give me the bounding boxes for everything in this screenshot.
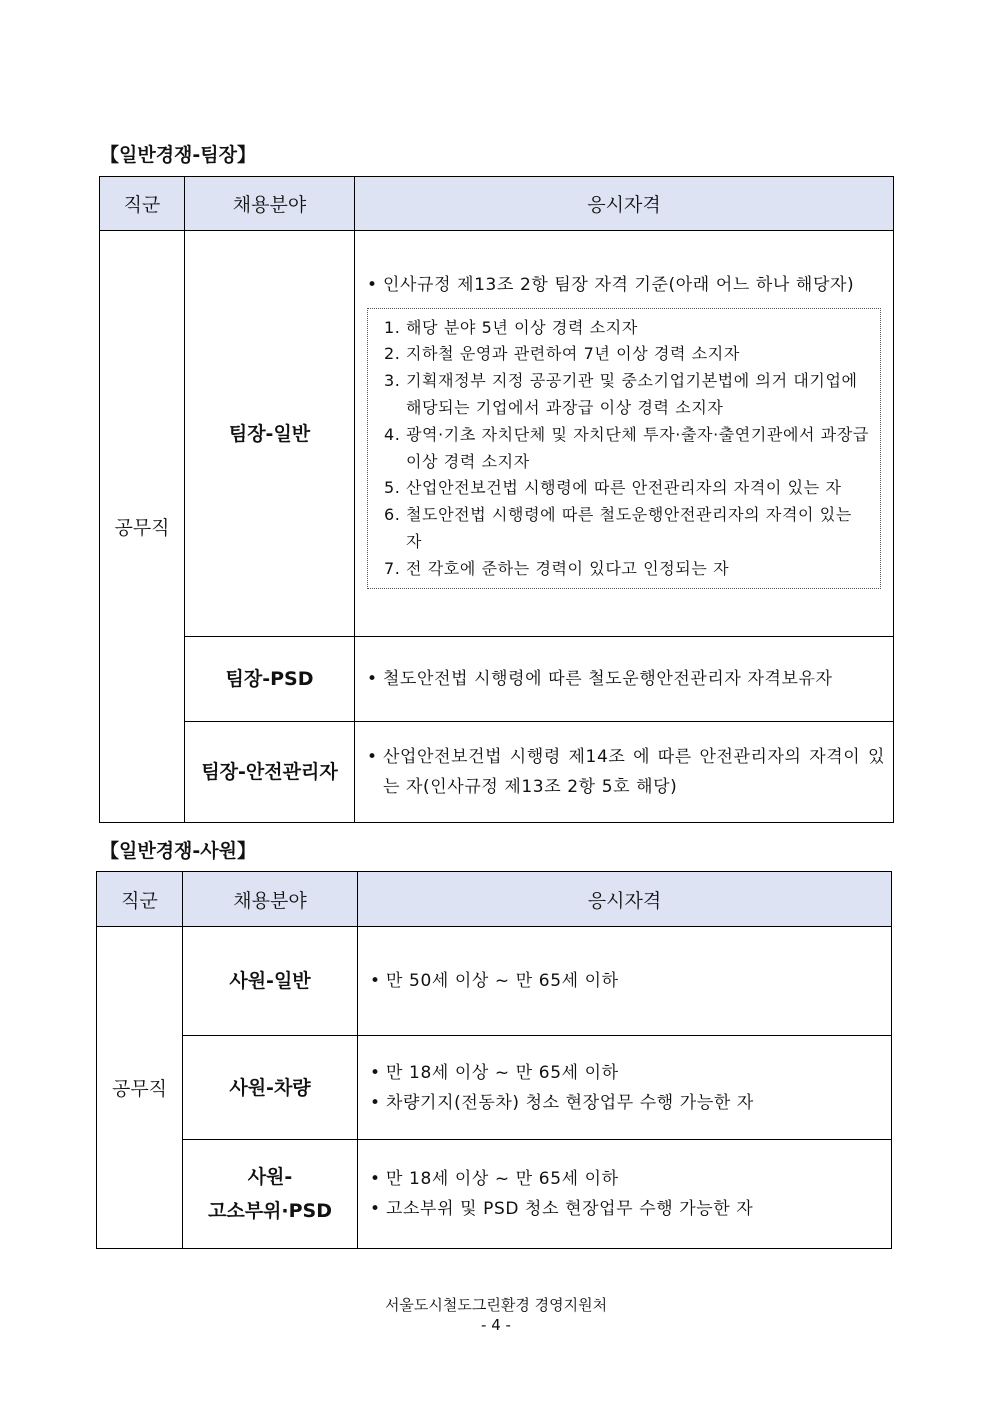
bullet-item bbox=[370, 966, 883, 996]
bullet-icon: • bbox=[367, 669, 378, 689]
section-title-staff: 【일반경쟁-사원】 bbox=[100, 840, 257, 862]
bullet-text: 인사규정 제13조 2항 팀장 자격 기준(아래 어느 하나 해당자) bbox=[383, 274, 855, 295]
field-cell: 팀장-일반 bbox=[185, 231, 355, 637]
criteria-number: 6. bbox=[384, 505, 401, 525]
qualification-cell bbox=[358, 1140, 892, 1249]
criteria-number: 2. bbox=[384, 344, 401, 364]
field-cell: 사원-일반 bbox=[183, 927, 358, 1036]
table-row bbox=[100, 722, 894, 823]
criteria-text: 산업안전보건법 시행령에 따른 안전관리자의 자격이 있는 자 bbox=[406, 478, 842, 498]
table-row bbox=[100, 637, 894, 722]
table-row bbox=[97, 1140, 892, 1249]
bullet-item bbox=[367, 270, 885, 300]
criteria-text: 전 각호에 준하는 경력이 있다고 인정되는 자 bbox=[406, 558, 730, 578]
table-header-row bbox=[97, 872, 892, 927]
bullet-text: 만 50세 이상 ~ 만 65세 이하 bbox=[386, 971, 619, 991]
criteria-text: 해당 분야 5년 이상 경력 소지자 bbox=[406, 317, 638, 337]
field-cell bbox=[183, 1140, 358, 1249]
bullet-text: 고소부위 및 PSD 청소 현장업무 수행 가능한 자 bbox=[386, 1199, 754, 1219]
qualification-cell bbox=[358, 927, 892, 1036]
header-job-group: 직군 bbox=[100, 177, 185, 231]
field-label-line1: 사원- bbox=[247, 1166, 293, 1188]
criteria-text: 기획재정부 지정 공공기관 및 중소기업기본법에 의거 대기업에 해당되는 기업에서 과장급 이상 경력 소지자 bbox=[406, 371, 858, 417]
bullet-icon: • bbox=[370, 1062, 381, 1083]
bullet-item bbox=[367, 664, 885, 694]
bullet-item bbox=[367, 742, 885, 802]
criteria-item bbox=[384, 315, 870, 342]
header-field: 채용분야 bbox=[185, 177, 355, 231]
bullet-icon: • bbox=[367, 274, 378, 295]
bullet-item bbox=[370, 1058, 883, 1088]
criteria-item bbox=[384, 422, 870, 476]
bullet-text: 만 18세 이상 ~ 만 65세 이하 bbox=[386, 1062, 619, 1083]
header-field: 채용분야 bbox=[183, 872, 358, 927]
criteria-number: 5. bbox=[384, 478, 401, 498]
header-qualification: 응시자격 bbox=[358, 872, 892, 927]
bullet-item bbox=[370, 1194, 883, 1224]
criteria-item bbox=[384, 341, 870, 368]
criteria-item bbox=[384, 556, 870, 583]
team-leader-table bbox=[99, 176, 894, 823]
qualification-cell bbox=[358, 1036, 892, 1140]
section-title-team-leader: 【일반경쟁-팀장】 bbox=[100, 144, 257, 166]
header-qualification: 응시자격 bbox=[355, 177, 894, 231]
bullet-text: 차량기지(전동차) 청소 현장업무 수행 가능한 자 bbox=[386, 1092, 754, 1113]
bullet-text: 만 18세 이상 ~ 만 65세 이하 bbox=[386, 1169, 619, 1189]
field-cell: 팀장-안전관리자 bbox=[185, 722, 355, 823]
table-row bbox=[97, 927, 892, 1036]
job-group-cell: 공무직 bbox=[100, 231, 185, 823]
table-header-row bbox=[100, 177, 894, 231]
staff-table bbox=[96, 871, 892, 1249]
field-label-line2: 고소부위·PSD bbox=[207, 1200, 332, 1222]
field-cell: 팀장-PSD bbox=[185, 637, 355, 722]
bullet-text: 철도안전법 시행령에 따른 철도운행안전관리자 자격보유자 bbox=[383, 669, 833, 689]
bullet-item bbox=[370, 1164, 883, 1194]
qualification-cell bbox=[355, 637, 894, 722]
bullet-icon: • bbox=[370, 971, 381, 991]
job-group-cell: 공무직 bbox=[97, 927, 183, 1249]
criteria-number: 7. bbox=[384, 558, 401, 578]
criteria-number: 3. bbox=[384, 371, 401, 391]
criteria-item bbox=[384, 368, 870, 422]
header-job-group: 직군 bbox=[97, 872, 183, 927]
criteria-number: 4. bbox=[384, 424, 401, 444]
bullet-icon: • bbox=[370, 1092, 381, 1113]
criteria-text: 철도안전법 시행령에 따른 철도운행안전관리자의 자격이 있는 자 bbox=[406, 505, 852, 551]
criteria-text: 광역·기초 자치단체 및 자치단체 투자·출자·출연기관에서 과장급 이상 경력 소지자 bbox=[406, 424, 869, 471]
footer-organization: 서울도시철도그린환경 경영지원처 bbox=[384, 1296, 608, 1314]
qualification-cell bbox=[355, 722, 894, 823]
bullet-icon: • bbox=[370, 1169, 381, 1189]
table-row bbox=[97, 1036, 892, 1140]
criteria-item bbox=[384, 475, 870, 502]
bullet-text: 산업안전보건법 시행령 제14조 에 따른 안전관리자의 자격이 있는 자(인사규정 제13조 2항 5호 해당) bbox=[383, 747, 885, 797]
table-row bbox=[100, 231, 894, 637]
criteria-list-box bbox=[367, 308, 881, 590]
bullet-item bbox=[370, 1088, 883, 1118]
page-number: - 4 - bbox=[481, 1316, 511, 1334]
criteria-item bbox=[384, 502, 870, 556]
bullet-icon: • bbox=[370, 1199, 381, 1219]
field-cell: 사원-차량 bbox=[183, 1036, 358, 1140]
bullet-icon: • bbox=[367, 747, 378, 767]
criteria-number: 1. bbox=[384, 317, 401, 337]
criteria-text: 지하철 운영과 관련하여 7년 이상 경력 소지자 bbox=[406, 344, 740, 364]
qualification-cell bbox=[355, 231, 894, 637]
